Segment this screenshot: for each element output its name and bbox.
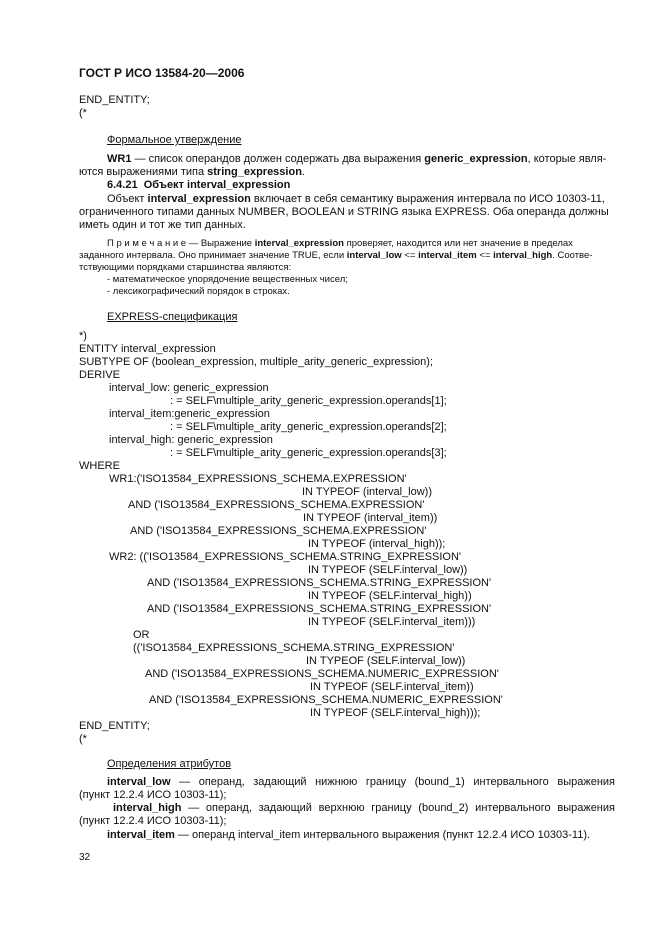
express-line: AND ('ISO13584_EXPRESSIONS_SCHEMA.EXPRESSION' — [128, 499, 425, 511]
express-line: (('ISO13584_EXPRESSIONS_SCHEMA.STRING_EXPRESSION' — [133, 642, 455, 654]
note-line-4: - математическое упорядочение вещественных чисел; — [107, 274, 348, 285]
express-line: (* — [79, 733, 87, 745]
express-line: interval_item:generic_expression — [109, 408, 270, 420]
section-number: 6.4.21 — [107, 179, 138, 191]
express-line: OR — [133, 629, 150, 641]
express-line: : = SELF\multiple_arity_generic_expression.operands[1]; — [170, 395, 447, 407]
express-line: IN TYPEOF (SELF.interval_low)) — [306, 655, 466, 667]
section-heading — [107, 179, 290, 192]
express-line: *) — [79, 330, 87, 342]
section-para-line-1 — [107, 193, 605, 206]
express-line: DERIVE — [79, 369, 120, 381]
note-l2-s2: <= — [476, 250, 494, 261]
note-l2-t2: interval_item — [418, 250, 477, 261]
wr1-line2-end: . — [301, 166, 305, 178]
comment-open-line: (* — [79, 107, 87, 119]
express-line: IN TYPEOF (interval_low)) — [302, 486, 432, 498]
express-line: IN TYPEOF (SELF.interval_high))); — [310, 707, 481, 719]
section-p1-term: interval_expression — [147, 193, 251, 205]
express-line: IN TYPEOF (SELF.interval_item))) — [308, 616, 476, 628]
section-p1-a: Объект — [107, 193, 148, 205]
wr1-term: generic_expression — [424, 153, 528, 165]
note-line-1 — [107, 238, 573, 250]
note-l1-a: — Выражение — [186, 238, 255, 249]
note-label: П р и м е ч а н и е — [107, 238, 187, 249]
formal-heading: Формальное утверждение — [107, 134, 242, 146]
note-l1-term: interval_expression — [254, 238, 344, 249]
express-line: interval_high: generic_expression — [109, 434, 273, 446]
express-line: AND ('ISO13584_EXPRESSIONS_SCHEMA.NUMERIC_EXPRESSION' — [145, 668, 499, 680]
express-line: IN TYPEOF (SELF.interval_item)) — [310, 681, 474, 693]
note-line-3: тствующими порядками старшинства являются: — [79, 262, 292, 273]
attr-item-line — [107, 829, 590, 842]
section-title: Объект interval_expression — [143, 179, 291, 191]
attr-item-text: — операнд interval_item интервального выражения (пункт 12.2.4 ИСО 10303-11). — [174, 829, 591, 841]
wr1-line2-a: ются выражениями типа — [79, 166, 208, 178]
standard-header: ГОСТ Р ИСО 13584-20—2006 — [79, 66, 245, 80]
express-line: WHERE — [79, 460, 120, 472]
express-line: AND ('ISO13584_EXPRESSIONS_SCHEMA.STRING_EXPRESSION' — [147, 603, 492, 615]
attr-low-term: interval_low — [107, 776, 171, 788]
wr1-line-1 — [107, 153, 606, 166]
wr1-line-2 — [79, 166, 305, 179]
attr-high-line-2: (пункт 12.2.4 ИСО 10303-11); — [79, 815, 227, 827]
express-line: : = SELF\multiple_arity_generic_expression.operands[2]; — [170, 421, 447, 433]
note-l2-t3: interval_high — [493, 250, 553, 261]
note-line-2 — [79, 250, 592, 262]
express-heading: EXPRESS-спецификация — [107, 311, 238, 323]
section-para-line-3: иметь один и тот же тип данных. — [79, 219, 246, 231]
express-line: AND ('ISO13584_EXPRESSIONS_SCHEMA.EXPRESSION' — [130, 525, 427, 537]
express-line: AND ('ISO13584_EXPRESSIONS_SCHEMA.NUMERIC_EXPRESSION' — [149, 694, 503, 706]
section-p1-b: включает в себя семантику выражения интервала по ИСО 10303-11, — [250, 193, 605, 205]
note-l2-a: заданного интервала. Оно принимает значение TRUE, если — [79, 250, 347, 261]
note-l2-s1: <= — [401, 250, 419, 261]
note-line-5: - лексикографический порядок в строках. — [107, 286, 290, 297]
attr-high-line-1 — [113, 802, 615, 815]
attr-low-text: — операнд, задающий нижнюю границу (bound_1) интервального выражения — [170, 776, 615, 788]
attr-low-line-2: (пункт 12.2.4 ИСО 10303-11); — [79, 789, 227, 801]
page-number: 32 — [79, 852, 91, 863]
wr1-text-b: , которые явля- — [527, 153, 607, 165]
express-line: : = SELF\multiple_arity_generic_expression.operands[3]; — [170, 447, 447, 459]
end-entity-line: END_ENTITY; — [79, 94, 150, 106]
express-line: END_ENTITY; — [79, 720, 150, 732]
express-line: AND ('ISO13584_EXPRESSIONS_SCHEMA.STRING_EXPRESSION' — [147, 577, 492, 589]
wr1-line2-term: string_expression — [207, 166, 302, 178]
express-line: WR2: (('ISO13584_EXPRESSIONS_SCHEMA.STRING_EXPRESSION' — [109, 551, 462, 563]
express-line: IN TYPEOF (interval_item)) — [303, 512, 438, 524]
wr1-text-a: — список операндов должен содержать два выражения — [131, 153, 425, 165]
express-line: WR1:('ISO13584_EXPRESSIONS_SCHEMA.EXPRESSION' — [109, 473, 407, 485]
express-line: IN TYPEOF (interval_high)); — [308, 538, 446, 550]
note-l1-b: проверяет, находится или нет значение в пределах — [343, 238, 573, 249]
wr1-name: WR1 — [107, 153, 132, 165]
note-l2-t1: interval_low — [346, 250, 402, 261]
attr-high-term: interval_high — [113, 802, 182, 814]
attr-high-text: — операнд, задающий верхнюю границу (bound_2) интервального выражения — [181, 802, 615, 814]
attr-low-line-1 — [107, 776, 615, 789]
express-line: SUBTYPE OF (boolean_expression, multiple_arity_generic_expression); — [79, 356, 434, 368]
section-para-line-2: ограниченного типами данных NUMBER, BOOLEAN и STRING языка EXPRESS. Оба операнда должны — [79, 206, 609, 218]
attr-item-term: interval_item — [107, 829, 175, 841]
express-line: IN TYPEOF (SELF.interval_high)) — [308, 590, 472, 602]
express-line: interval_low: generic_expression — [109, 382, 269, 394]
express-line: IN TYPEOF (SELF.interval_low)) — [308, 564, 468, 576]
note-l2-b: . Соотве- — [552, 250, 593, 261]
express-line: ENTITY interval_expression — [79, 343, 216, 355]
attributes-heading: Определения атрибутов — [107, 758, 232, 770]
